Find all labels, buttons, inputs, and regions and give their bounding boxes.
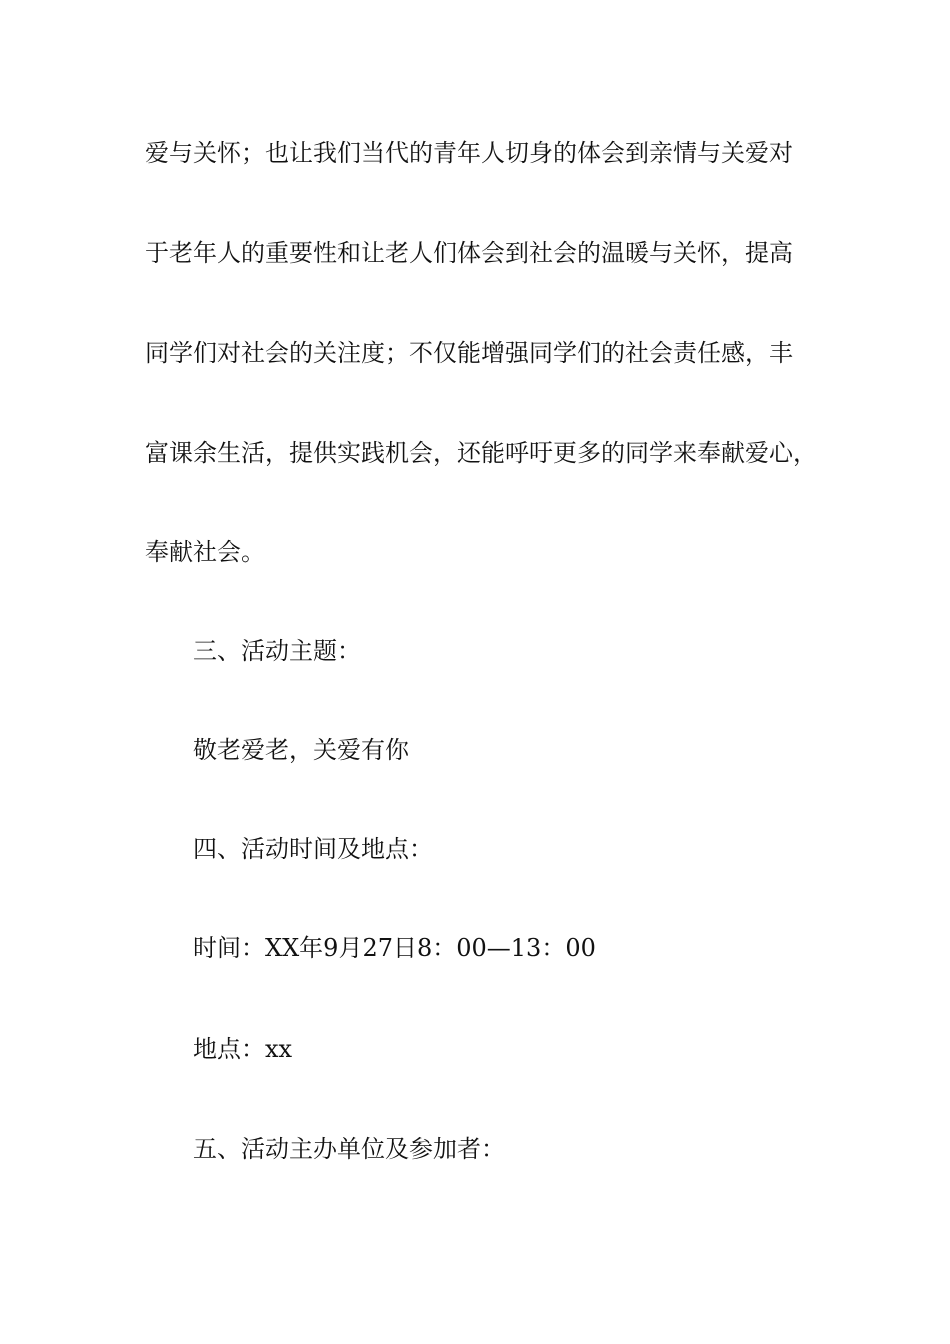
paragraph-line: 富课余生活，提供实践机会，还能呼吁更多的同学来奉献爱心， bbox=[145, 439, 817, 467]
paragraph-line: 同学们对社会的关注度；不仅能增强同学们的社会责任感，丰 bbox=[145, 339, 793, 367]
section-three-heading: 三、活动主题： bbox=[193, 637, 361, 665]
section-four-heading: 四、活动时间及地点： bbox=[193, 835, 433, 863]
activity-location: 地点：xx bbox=[193, 1035, 293, 1063]
paragraph-line: 爱与关怀；也让我们当代的青年人切身的体会到亲情与关爱对 bbox=[145, 139, 793, 167]
activity-theme: 敬老爱老，关爱有你 bbox=[193, 736, 409, 764]
section-five-heading: 五、活动主办单位及参加者： bbox=[193, 1135, 505, 1163]
paragraph-line: 奉献社会。 bbox=[145, 538, 265, 566]
paragraph-line: 于老年人的重要性和让老人们体会到社会的温暖与关怀，提高 bbox=[145, 239, 793, 267]
activity-time: 时间：XX年9月27日8：00—13：00 bbox=[193, 934, 596, 962]
